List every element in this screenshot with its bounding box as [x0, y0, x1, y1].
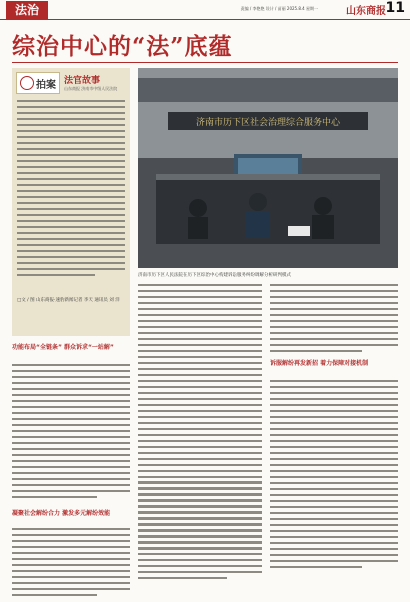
column-logo-text: 拍案	[36, 80, 56, 91]
headline: 综治中心的“法”底蕴	[12, 33, 233, 60]
subhead-functional-layout: 功能布局“全链条” 群众诉求“一站解”	[12, 344, 114, 351]
photo-caption: 济南市历下区人民法院在历下区综治中心构建诉讼服务纠纷调解分析研判模式	[138, 273, 291, 278]
feature-box	[12, 68, 130, 336]
article-text-left-1	[12, 364, 130, 498]
masthead	[0, 0, 410, 20]
intro-text	[17, 100, 125, 292]
section-tag: 法治	[6, 1, 48, 19]
article-text-mid-1	[138, 284, 262, 579]
subhead-litigation-service: 诉服解纷再发新招 着力保障对接机制	[270, 360, 369, 367]
page-number: 11	[385, 0, 405, 16]
headline-rule	[12, 62, 398, 63]
court-photo	[138, 68, 398, 268]
newspaper-name: 山东商报	[346, 6, 386, 17]
column-name: 法官故事	[64, 76, 101, 86]
article-text-left-2	[12, 528, 130, 596]
article-text-right-1	[270, 284, 398, 352]
subhead-social-synergy: 凝聚社会解纷合力 激发多元解纷效能	[12, 510, 111, 517]
gavel-seal-icon	[20, 76, 34, 90]
edition-meta: 责编 / 李艳艳 设计 / 苗丽 2025.8.4 星期一	[240, 6, 318, 11]
article-text-right-2	[270, 380, 398, 568]
column-partners: 山东商报 济南市中级人民法院	[64, 86, 118, 91]
photo-sign-text: 济南市历下区社会治理综合服务中心	[195, 118, 341, 128]
column-brand	[16, 72, 126, 94]
column-logo	[16, 72, 60, 94]
byline: □文 / 图 山东商报·速豹新闻记者 李天 通讯员 刘 洋	[17, 298, 120, 303]
